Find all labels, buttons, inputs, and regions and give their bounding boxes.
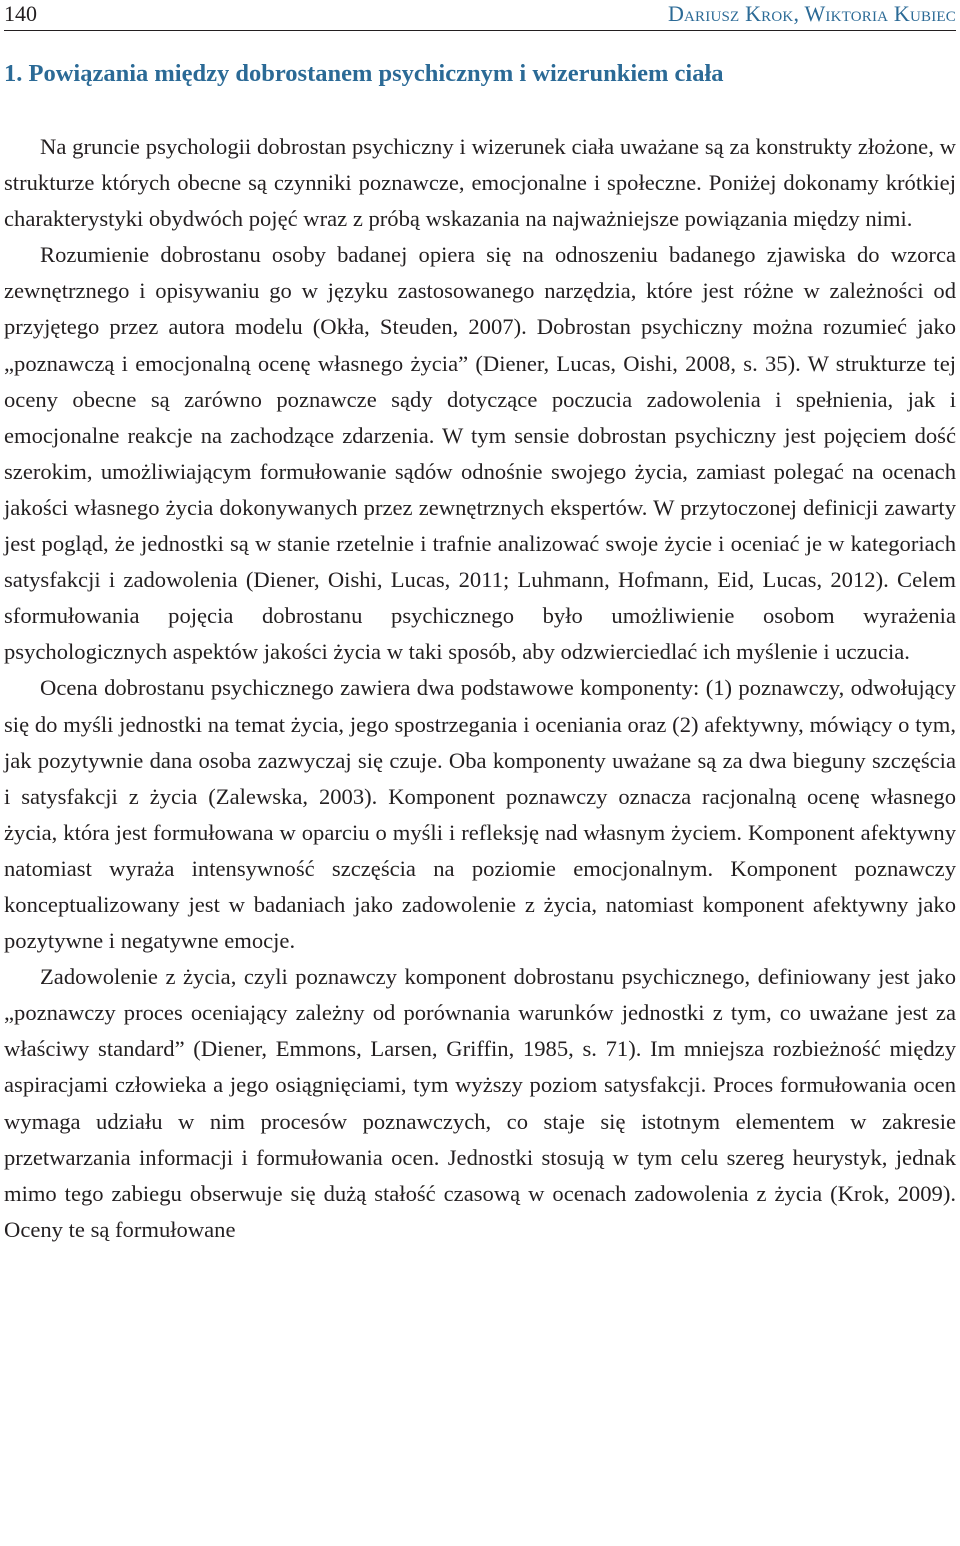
- page-number: 140: [4, 1, 37, 26]
- paragraph-1: Na gruncie psychologii dobrostan psychiczny i wizerunek ciała uważane są za konstrukty złożone, w strukturze których obecne są czynniki poznawcze, emocjonalne i społeczne. Poniżej dokonamy krótkiej charakterystyki obydwóch pojęć wraz z próbą wskazania na najważniejsze powiązania między nimi.: [4, 134, 956, 232]
- paragraph-2: Rozumienie dobrostanu osoby badanej opiera się na odnoszeniu badanego zjawiska do wzorca zewnętrznego i opisywaniu go w języku zastosowanego narzędzia, które jest różne w zależności od przyjętego przez autora modelu (Okła, Steuden, 2007). Dobrostan psychiczny można rozumieć jako „poznawczą i emocjonalną ocenę własnego życia” (Diener, Lucas, Oishi, 2008, s. 35). W strukturze tej oceny obecne są zarówno poznawcze sądy dotyczące poczucia zadowolenia i spełnienia, jak i emocjonalne reakcje na zachodzące zdarzenia. W tym sensie dobrostan psychiczny jest pojęciem dość szerokim, umożliwiającym formułowanie sądów odnośnie swojego życia, zamiast polegać na ocenach jakości własnego życia dokonywanych przez zewnętrznych ekspertów. W przytoczonej definicji zawarty jest pogląd, że jednostki są w stanie rzetelnie i trafnie analizować swoje życie i oceniać je w kategoriach satysfakcji i zadowolenia (Diener, Oishi, Lucas, 2011; Luhmann, Hofmann, Eid, Lucas, 2012). Celem sformułowania pojęcia dobrostanu psychicznego było umożliwienie osobom wyrażenia psychologicznych aspektów jakości życia w taki sposób, aby odzwierciedlać ich myślenie i uczucia.: [4, 242, 956, 665]
- running-authors: Dariusz Krok, Wiktoria Kubiec: [667, 1, 956, 26]
- paragraph-3: Ocena dobrostanu psychicznego zawiera dwa podstawowe komponenty: (1) poznawczy, odwołujący się do myśli jednostki na temat życia, jego spostrzegania i oceniania oraz (2) afektywny, mówiący o tym, jak pozytywnie dana osoba zazwyczaj się czuje. Oba komponenty uważane są za dwa bieguny szczęścia i satysfakcji z życia (Zalewska, 2003). Komponent poznawczy oznacza racjonalną ocenę własnego życia, która jest formułowana w oparciu o myśli i refleksję nad własnym życiem. Komponent afektywny natomiast wyraża intensywność szczęścia na poziomie emocjonalnym. Komponent poznawczy konceptualizowany jest w badaniach jako zadowolenie z życia, natomiast komponent afektywny jako pozytywne i negatywne emocje.: [4, 675, 956, 954]
- paragraph-4: Zadowolenie z życia, czyli poznawczy komponent dobrostanu psychicznego, definiowany jest jako „poznawczy proces oceniający zależny od porównania warunków jednostki z tym, co uważane jest za właściwy standard” (Diener, Emmons, Larsen, Griffin, 1985, s. 71). Im mniejsza rozbieżność między aspiracjami człowieka a jego osiągnięciami, tym wyższy poziom satysfakcji. Proces formułowania ocen wymaga udziału w nim procesów poznawczych, co staje się istotnym elementem w zakresie przetwarzania informacji i formułowania ocen. Jednostki stosują w tym celu szereg heurystyk, jednak mimo tego zabiegu obserwuje się dużą stałość czasową w ocenach zadowolenia z życia (Krok, 2009). Oceny te są formułowane: [4, 964, 956, 1242]
- section-heading: 1. Powiązania między dobrostanem psychicznym i wizerunkiem ciała: [4, 60, 724, 87]
- running-header: [4, 0, 956, 31]
- body-text: [4, 129, 956, 1248]
